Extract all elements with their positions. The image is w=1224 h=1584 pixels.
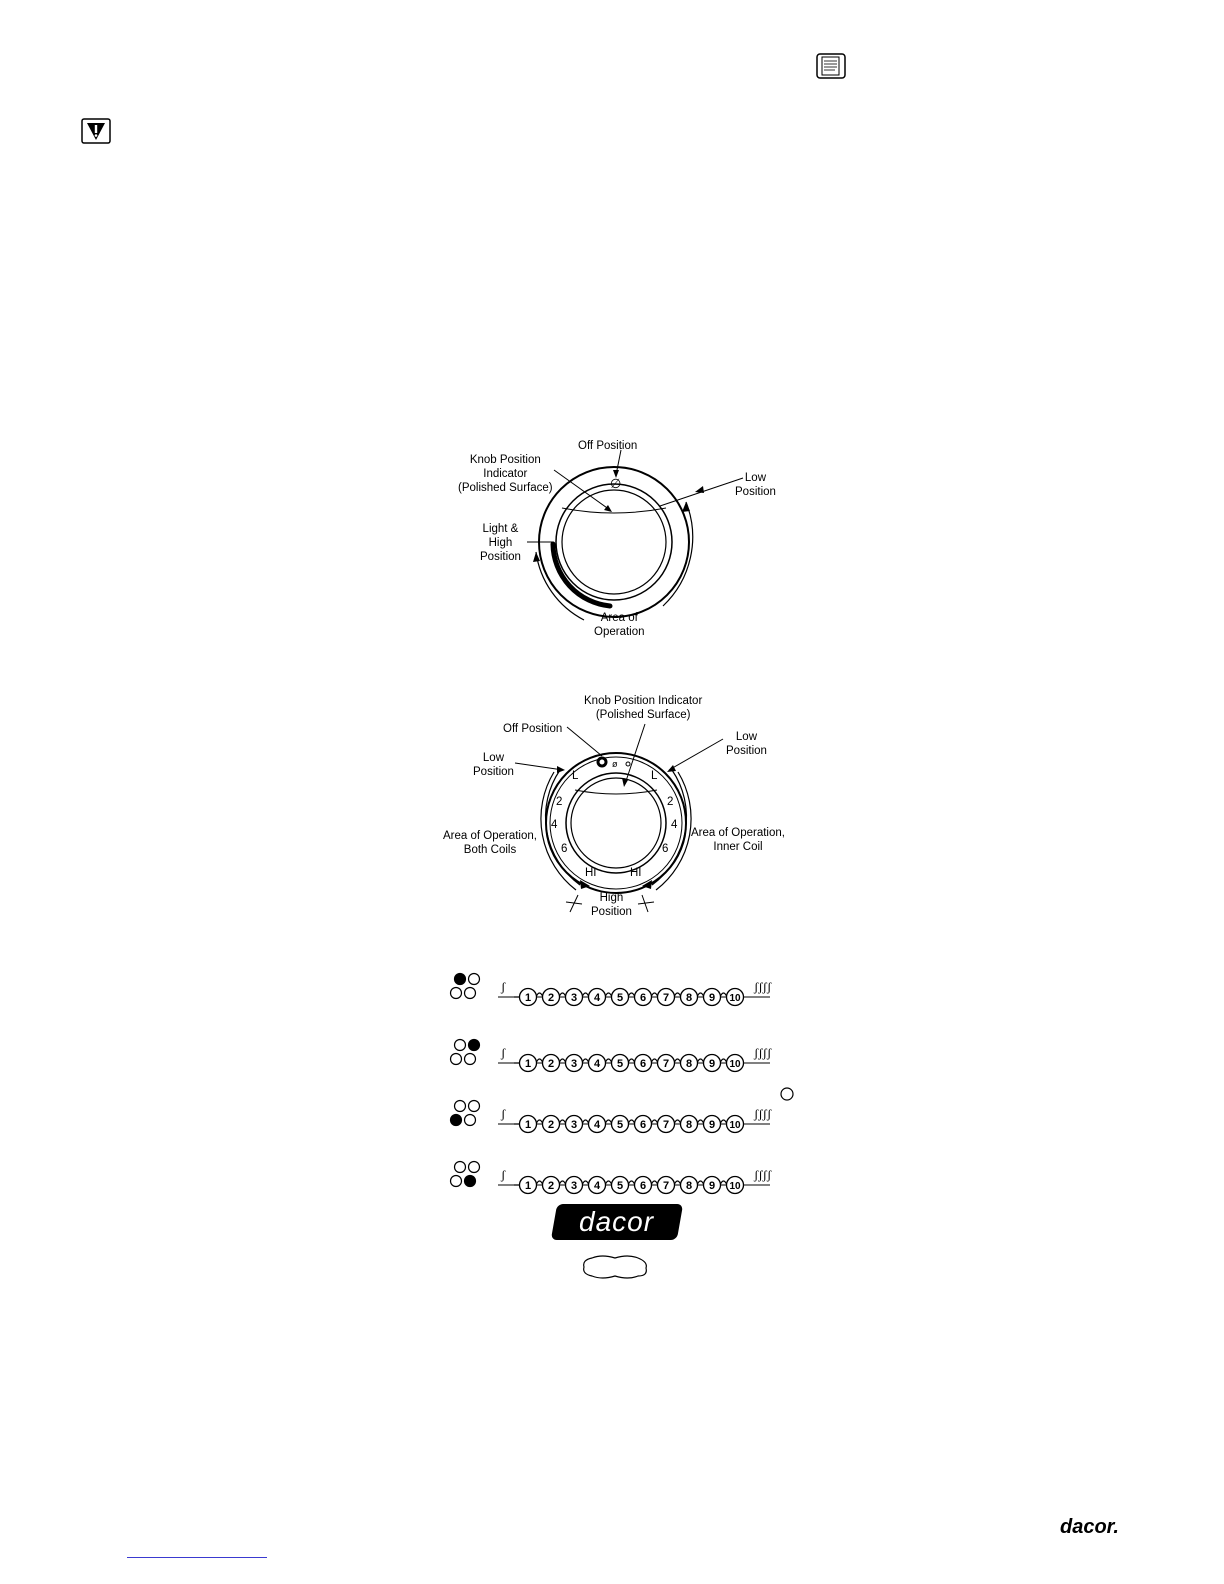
scale-setting-number: 9	[708, 1058, 716, 1070]
scale-setting-number: 8	[685, 1119, 693, 1131]
footer-rule	[127, 1557, 267, 1558]
scale-setting-number: 4	[593, 1180, 601, 1192]
warning-icon	[81, 118, 111, 144]
low-heat-symbol: ʃ	[501, 979, 506, 994]
area-both-coils-label: Area of Operation, Both Coils	[443, 830, 537, 856]
low-position-label: Low Position	[735, 472, 776, 498]
burner-indicator-icon	[448, 971, 482, 1003]
knob-position-indicator-label: Knob Position Indicator (Polished Surface)	[458, 454, 553, 494]
dual-low-position-left-label: Low Position	[473, 752, 514, 778]
scale-setting-number: 9	[708, 1119, 716, 1131]
scale-setting-number: 4	[593, 1058, 601, 1070]
area-inner-coil-label: Area of Operation, Inner Coil	[691, 827, 785, 853]
burner-scale-row	[496, 1165, 776, 1195]
burner-indicator-icon	[448, 1159, 482, 1191]
burner-indicator-icon	[448, 1037, 482, 1069]
scale-setting-number: 7	[662, 992, 670, 1004]
dial-right-hi: HI	[630, 867, 642, 879]
scale-setting-number: 10	[729, 1059, 741, 1070]
scale-setting-number: 5	[616, 1180, 624, 1192]
dial-left-hi: HI	[585, 867, 597, 879]
high-heat-symbol: ʃʃʃʃ	[754, 1167, 772, 1182]
scale-setting-number: 10	[729, 993, 741, 1004]
scale-setting-number: 8	[685, 992, 693, 1004]
scale-setting-number: 3	[570, 1180, 578, 1192]
high-heat-symbol: ʃʃʃʃ	[754, 979, 772, 994]
dual-low-position-right-label: Low Position	[726, 731, 767, 757]
scale-setting-number: 3	[570, 1119, 578, 1131]
note-icon	[816, 53, 846, 79]
low-heat-symbol: ʃ	[501, 1045, 506, 1060]
scale-setting-number: 10	[729, 1181, 741, 1192]
scale-setting-number: 1	[524, 992, 532, 1004]
scale-setting-number: 2	[547, 1058, 555, 1070]
dial-left-2: 2	[556, 796, 563, 808]
scale-setting-number: 7	[662, 1058, 670, 1070]
scale-setting-number: 10	[729, 1120, 741, 1131]
area-of-operation-label: Area of Operation	[594, 612, 645, 638]
burner-scale-row	[496, 977, 776, 1007]
low-heat-symbol: ʃ	[501, 1167, 506, 1182]
scale-setting-number: 1	[524, 1119, 532, 1131]
dial-left-l: L	[572, 770, 579, 782]
scale-setting-number: 2	[547, 1180, 555, 1192]
dial-off-symbol: ø	[612, 759, 618, 769]
control-blob-icon	[582, 1254, 648, 1280]
dial-right-4: 4	[671, 819, 678, 831]
scale-setting-number: 5	[616, 1058, 624, 1070]
off-symbol: ∅	[610, 476, 622, 491]
scale-setting-number: 4	[593, 992, 601, 1004]
scale-setting-number: 7	[662, 1119, 670, 1131]
scale-setting-number: 8	[685, 1180, 693, 1192]
high-heat-symbol: ʃʃʃʃ	[754, 1106, 772, 1121]
indicator-circle-icon	[779, 1086, 795, 1102]
footer-dacor-logo: dacor.	[1060, 1516, 1119, 1538]
dial-right-2: 2	[667, 796, 674, 808]
scale-setting-number: 5	[616, 992, 624, 1004]
scale-setting-number: 6	[639, 992, 647, 1004]
scale-setting-number: 7	[662, 1180, 670, 1192]
scale-setting-number: 3	[570, 992, 578, 1004]
scale-setting-number: 4	[593, 1119, 601, 1131]
scale-setting-number: 9	[708, 1180, 716, 1192]
scale-setting-number: 9	[708, 992, 716, 1004]
dial-right-6: 6	[662, 843, 669, 855]
scale-setting-number: 5	[616, 1119, 624, 1131]
dacor-logo: dacor	[551, 1204, 683, 1240]
high-position-label: High Position	[591, 892, 632, 918]
scale-setting-number: 8	[685, 1058, 693, 1070]
scale-setting-number: 1	[524, 1058, 532, 1070]
dial-right-l: L	[651, 770, 658, 782]
scale-setting-number: 3	[570, 1058, 578, 1070]
scale-setting-number: 6	[639, 1119, 647, 1131]
burner-indicator-icon	[448, 1098, 482, 1130]
high-heat-symbol: ʃʃʃʃ	[754, 1045, 772, 1060]
scale-setting-number: 6	[639, 1058, 647, 1070]
low-heat-symbol: ʃ	[501, 1106, 506, 1121]
dial-left-4: 4	[551, 819, 558, 831]
dual-off-position-label: Off Position	[503, 723, 563, 735]
burner-scale-row	[496, 1043, 776, 1073]
off-position-label: Off Position	[578, 440, 638, 452]
scale-setting-number: 2	[547, 1119, 555, 1131]
dial-left-6: 6	[561, 843, 568, 855]
scale-setting-number: 1	[524, 1180, 532, 1192]
light-high-position-label: Light & High Position	[480, 523, 521, 563]
scale-setting-number: 2	[547, 992, 555, 1004]
burner-scale-row	[496, 1104, 776, 1134]
scale-setting-number: 6	[639, 1180, 647, 1192]
dual-knob-indicator-label: Knob Position Indicator (Polished Surface)	[584, 695, 703, 721]
